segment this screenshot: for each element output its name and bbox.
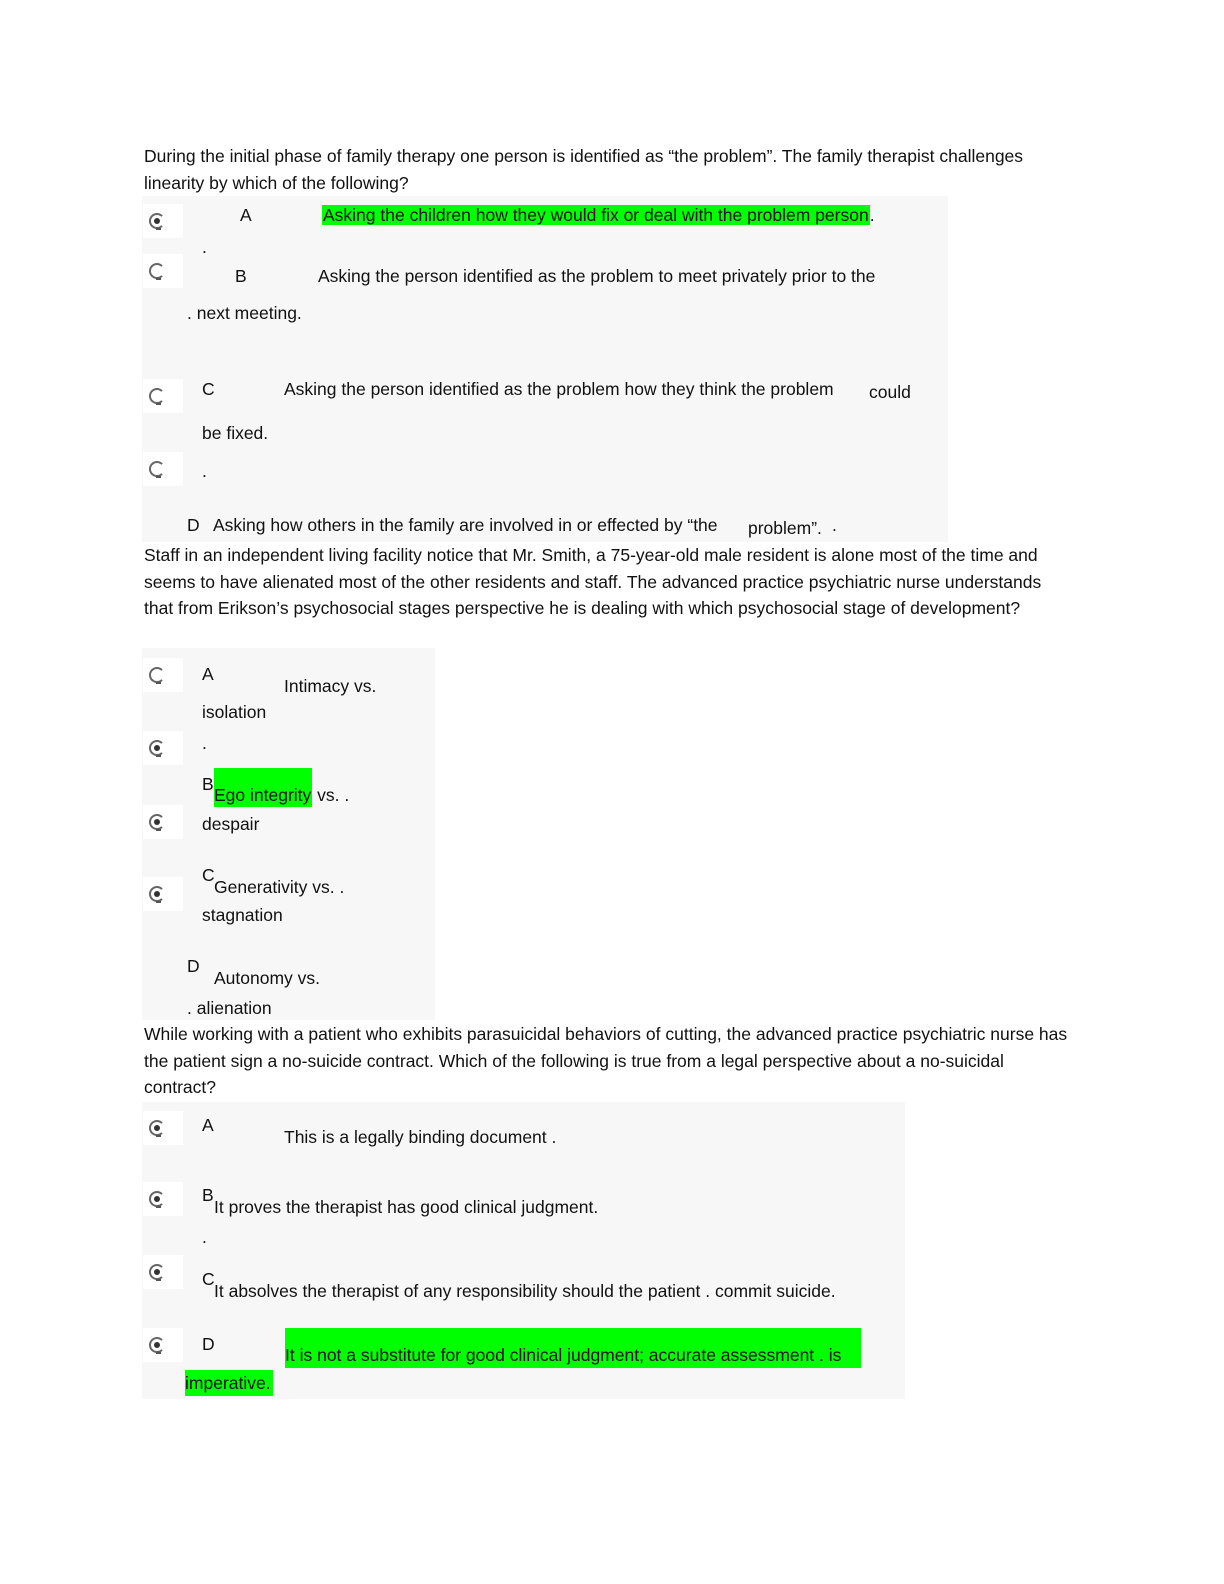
q1-option-b-letter: B [235,266,247,286]
q3-option-c-letter: C [202,1269,215,1289]
q2-option-c-text: Generativity vs. . [214,877,345,897]
q2-option-c-continuation: stagnation [202,905,283,925]
radio-selected-icon [149,814,165,830]
radio-icon [149,667,165,683]
q1-radio-b[interactable] [143,254,183,288]
q1-option-b-continuation: . next meeting. [187,303,302,323]
q2-option-d-text: Autonomy vs. [214,968,321,988]
q3-option-d-text: It is not a substitute for good clinical judgment; accurate assessment . is [285,1328,861,1368]
q3-radio-c[interactable] [143,1255,183,1289]
radio-selected-icon [149,1264,165,1280]
question-1-text: During the initial phase of family therapy one person is identified as “the problem”. The family therapist challenges linearity by which of the following? [144,146,1024,193]
q1-option-c-word: could [869,382,911,402]
q1-option-a-letter: A [240,205,252,225]
q1-option-a-text: Asking the children how they would fix or deal with the problem person [323,205,869,225]
q3-option-c-text: It absolves the therapist of any responsibility should the patient . commit suicide. [214,1281,836,1301]
q1-option-d-dot: . [832,515,837,535]
q2-option-c-letter: C [202,865,215,885]
radio-selected-icon [149,213,165,229]
q3-radio-b[interactable] [143,1182,183,1216]
q1-option-d-word: problem”. [748,518,822,538]
q2-option-a-continuation: isolation [202,702,267,722]
q1-radio-c[interactable] [143,379,183,413]
q1-option-c-continuation: be fixed. [202,423,269,443]
q1-option-c-letter: C [202,379,215,399]
q2-option-b-text: vs. . [312,785,350,805]
q1-option-c-text: Asking the person identified as the problem how they think the problem [284,379,834,399]
q3-radio-d[interactable] [143,1328,183,1362]
radio-icon [149,461,165,477]
q1-option-d-text: Asking how others in the family are involved in or effected by “the [213,515,718,535]
q2-option-d-continuation: . alienation [187,998,272,1018]
q3-option-b-text: It proves the therapist has good clinical judgment. [214,1197,599,1217]
radio-selected-icon [149,740,165,756]
q1-radio-a[interactable] [143,204,183,238]
q1-radio-extra[interactable] [143,452,183,486]
q2-option-b-text-highlight: Ego integrity [214,768,312,807]
q1-option-a-answer [322,202,875,228]
radio-icon [149,388,165,404]
q2-option-d-letter: D [187,956,200,976]
q2-option-b-answer [214,768,349,808]
question-2-text: Staff in an independent living facility notice that Mr. Smith, a 75-year-old male resident is alone most of the time and seems to have alienated most of the other residents and staff. The advanced practice psychiatric nurse understands that from Erikson’s psychosocial stages perspective he is dealing with which psychosocial stage of development? [144,545,1042,618]
q3-option-a-text: This is a legally binding document . [284,1127,557,1147]
q1-option-a-period: . [869,205,875,225]
question-3-text: While working with a patient who exhibits parasuicidal behaviors of cutting, the advanced practice psychiatric nurse has the patient sign a no-suicide contract. Which of the following is true from a legal perspective about a no-suicidal contract? [144,1024,1068,1097]
radio-selected-icon [149,1337,165,1353]
q1-extra-dot: . [202,461,207,481]
radio-icon [149,263,165,279]
q3-option-d-continuation: imperative. [185,1370,273,1396]
radio-selected-icon [149,1191,165,1207]
q3-option-b-letter: B [202,1185,214,1205]
q2-radio-b[interactable] [143,731,183,765]
q3-option-a-letter: A [202,1115,214,1135]
q2-option-a-letter: A [202,664,214,684]
q1-option-b-text: Asking the person identified as the problem to meet privately prior to the [318,266,876,286]
q2-option-a-dot: . [202,733,207,753]
q2-option-b-letter: B [202,774,214,794]
q2-radio-c[interactable] [143,805,183,839]
q1-option-d-letter: D [187,515,200,535]
q2-option-b-continuation: despair [202,814,260,834]
q1-options-panel [142,196,948,542]
radio-selected-icon [149,1120,165,1136]
q3-option-b-dot: . [202,1227,207,1247]
radio-selected-icon [149,886,165,902]
q2-option-a-text: Intimacy vs. [284,676,377,696]
q3-option-d-letter: D [202,1334,215,1354]
q1-option-a-dot: . [202,237,207,257]
q2-radio-a[interactable] [143,658,183,692]
q2-radio-d[interactable] [143,877,183,911]
q3-radio-a[interactable] [143,1111,183,1145]
